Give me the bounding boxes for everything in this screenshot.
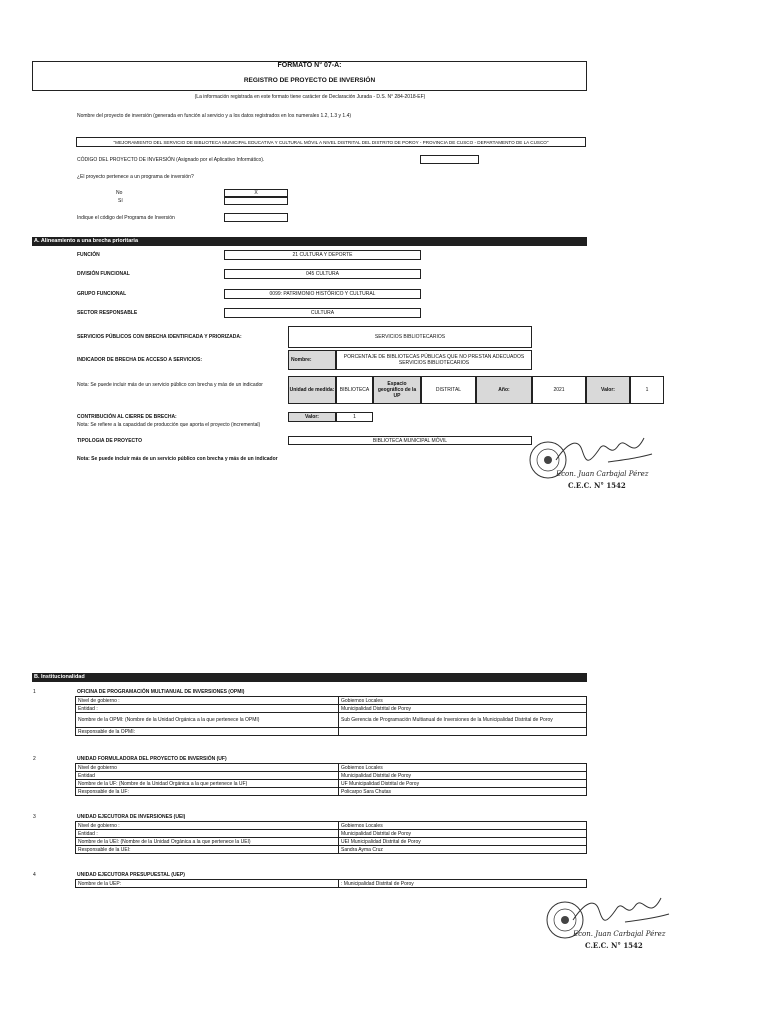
row-label: Entidad : [76, 705, 339, 713]
option-no-box [224, 189, 288, 197]
tipologia-value: BIBLIOTECA MUNICIPAL MÓVIL [372, 437, 448, 444]
row-value: UF Municipalidad Distrital de Poroy [339, 780, 587, 788]
row-value: Gobiernos Locales [339, 822, 587, 830]
nombre-value: PORCENTAJE DE BIBLIOTECAS PÚBLICAS QUE NO PRESTAN ADECUADOS SERVICIOS BIBLIOTECARIOS [343, 354, 525, 366]
signature-stamp-2 [545, 892, 675, 954]
table-row [76, 830, 587, 838]
unidad-value: BIBLIOTECA [339, 387, 370, 393]
contribucion-label: CONTRIBUCIÓN AL CIERRE DE BRECHA: [77, 414, 177, 420]
block-number: 4 [33, 872, 36, 878]
anio-label-cell [476, 376, 532, 404]
table-row [76, 764, 587, 772]
institution-table [75, 879, 587, 888]
unidad-label: Unidad de medida: [289, 387, 335, 393]
valor-value: 1 [645, 387, 649, 393]
table-row [76, 822, 587, 830]
row-value: Municipalidad Distrital de Poroy [339, 705, 587, 713]
table-row [76, 728, 587, 736]
row-value: Policarpo Sara Chutas [339, 788, 587, 796]
anio-value-cell [532, 376, 586, 404]
row-label: Responsable de la UEI: [76, 846, 339, 854]
table-row [76, 880, 587, 888]
option-no-label: No [116, 190, 123, 196]
signature-scribble-icon [548, 432, 658, 472]
table-row [76, 705, 587, 713]
row-label: Nombre de la OPMI: (Nombre de la Unidad Orgánica a la que pertenece la OPMI) [76, 713, 339, 728]
unidad-value-cell [336, 376, 373, 404]
row-value: Sandra Ayma Cruz [339, 846, 587, 854]
signature-scribble-icon [565, 892, 675, 932]
division-label: DIVISIÓN FUNCIONAL [77, 271, 130, 277]
block-number: 3 [33, 814, 36, 820]
row-label: Entidad [76, 772, 339, 780]
table-row [76, 846, 587, 854]
note-multi-service: Nota: Se puede incluir más de un servicio público con brecha y más de un indicador [77, 382, 263, 388]
contribucion-valor-label: Valor: [305, 414, 319, 420]
espacio-value-cell [421, 376, 476, 404]
valor-label: Valor: [601, 387, 615, 393]
row-label: Nivel de gobierno : [76, 822, 339, 830]
division-value: 045 CULTURA [306, 271, 339, 277]
signature-name: Econ. Juan Carbajal Pérez [556, 470, 649, 478]
sector-value: CULTURA [310, 310, 335, 316]
row-value: Municipalidad Distrital de Poroy [339, 830, 587, 838]
table-row [76, 780, 587, 788]
signature-cec: C.E.C. N° 1542 [568, 481, 626, 490]
block-title: UNIDAD FORMULADORA DEL PROYECTO DE INVERSIÓN (UF) [77, 756, 227, 762]
row-label: Entidad : [76, 830, 339, 838]
block-title: UNIDAD EJECUTORA DE INVERSIONES (UEI) [77, 814, 186, 820]
table-row [76, 697, 587, 705]
format-number: FORMATO N° 07-A: [277, 62, 342, 69]
row-label: Nivel de gobierno [76, 764, 339, 772]
contribucion-valor-label-cell [288, 412, 336, 422]
contribucion-note: Nota: Se refiere a la capacidad de producción que aporta el proyecto (incremental) [77, 422, 261, 428]
grupo-field [224, 289, 421, 299]
espacio-label: Espacio geográfico de la UP [377, 381, 417, 399]
row-value: Municipalidad Distrital de Poroy [339, 772, 587, 780]
signature-stamp [528, 432, 658, 494]
valor-value-cell [630, 376, 664, 404]
project-code-label: CÓDIGO DEL PROYECTO DE INVERSIÓN (Asignado por el Aplicativo Informático). [77, 157, 265, 163]
unidad-label-cell [288, 376, 336, 404]
division-field [224, 269, 421, 279]
option-no-value: X [254, 190, 258, 196]
contribucion-valor: 1 [353, 414, 356, 420]
row-label: Nombre de la UEP: [76, 880, 339, 888]
row-value [339, 728, 587, 736]
program-code-label: Indique el código del Programa de Inversión [77, 215, 175, 221]
option-si-box [224, 197, 288, 205]
servicios-label: SERVICIOS PÚBLICOS CON BRECHA IDENTIFICADA Y PRIORIZADA: [77, 334, 242, 340]
funcion-label: FUNCIÓN [77, 252, 100, 258]
servicios-value: SERVICIOS BIBLIOTECARIOS [374, 334, 446, 340]
table-row [76, 838, 587, 846]
block-number: 2 [33, 756, 36, 762]
row-value: Gobiernos Locales [339, 697, 587, 705]
row-value: Gobiernos Locales [339, 764, 587, 772]
institution-table [75, 763, 587, 796]
block-title: OFICINA DE PROGRAMACIÓN MULTIANUAL DE INVERSIONES (OPMI) [77, 689, 245, 695]
servicios-field [288, 326, 532, 348]
nombre-label: Nombre: [291, 357, 312, 363]
grupo-value: 0099: PATRIMONIO HISTÓRICO Y CULTURAL [269, 291, 376, 297]
project-name-value: "MEJORAMIENTO DEL SERVICIO DE BIBLIOTECA MUNICIPAL EDUCATIVA Y CULTURAL MÓVIL A NIVEL DISTRITAL DEL DISTRITO DE POROY - PROVINCIA DE CUSCO - DEPARTAMENTO DE LA CUSCO" [113, 139, 549, 145]
tipologia-label: TIPOLOGIA DE PROYECTO [77, 438, 143, 444]
declaration-note: (La información registrada en este formato tiene carácter de Declaración Jurada - D.S. N° 284-2018-EF) [194, 94, 426, 100]
section-b-bar: B. Institucionalidad [32, 673, 587, 682]
espacio-label-cell [373, 376, 421, 404]
row-label: Nivel de gobierno : [76, 697, 339, 705]
nombre-label-cell [288, 350, 336, 370]
indicador-label: INDICADOR DE BRECHA DE ACCESO A SERVICIOS: [77, 357, 203, 363]
project-name-field [76, 137, 586, 147]
section-a-bar: A. Alineamiento a una brecha prioritaria [32, 237, 587, 246]
table-row [76, 772, 587, 780]
block-title: UNIDAD EJECUTORA PRESUPUESTAL (UEP) [77, 872, 185, 878]
institution-table [75, 821, 587, 854]
nombre-field [336, 350, 532, 370]
funcion-value: 21 CULTURA Y DEPORTE [292, 252, 353, 258]
row-label: Nombre de la UEI: (Nombre de la Unidad Orgánica a la que pertenece la UEI) [76, 838, 339, 846]
note-bold: Nota: Se puede incluir más de un servicio público con brecha y más de un indicador [77, 456, 278, 462]
document-title: REGISTRO DE PROYECTO DE INVERSIÓN [243, 77, 376, 84]
row-value: : Municipalidad Distrital de Poroy [339, 880, 587, 888]
program-question: ¿El proyecto pertenece a un programa de inversión? [77, 174, 194, 180]
contribucion-valor-cell [336, 412, 373, 422]
institution-table [75, 696, 587, 736]
funcion-field [224, 250, 421, 260]
program-code-field [224, 213, 288, 222]
row-label: Responsable de la UF: [76, 788, 339, 796]
signature-cec: C.E.C. N° 1542 [585, 941, 643, 950]
table-row [76, 788, 587, 796]
valor-label-cell [586, 376, 630, 404]
table-row [76, 713, 587, 728]
block-number: 1 [33, 689, 36, 695]
project-code-field [420, 155, 479, 164]
row-value: UEI Municipalidad Distrital de Poroy [339, 838, 587, 846]
option-si-label: Sí [118, 198, 123, 204]
sector-field [224, 308, 421, 318]
espacio-value: DISTRITAL [435, 387, 462, 393]
row-label: Responsable de la OPMI: [76, 728, 339, 736]
project-name-label: Nombre del proyecto de inversión (generada en función al servicio y a los datos registrados en los numerales 1.2, 1.3 y 1.4) [77, 113, 352, 119]
row-label: Nombre de la UF: (Nombre de la Unidad Orgánica a la que pertenece la UF) [76, 780, 339, 788]
anio-label: Año: [498, 387, 510, 393]
signature-name: Econ. Juan Carbajal Pérez [573, 930, 666, 938]
row-value: Sub Gerencia de Programación Multianual de Inversiones de la Municipalidad Distrital de Poroy [339, 713, 587, 728]
grupo-label: GRUPO FUNCIONAL [77, 291, 127, 297]
tipologia-field [288, 436, 532, 445]
sector-label: SECTOR RESPONSABLE [77, 310, 138, 316]
anio-value: 2021 [553, 387, 565, 393]
